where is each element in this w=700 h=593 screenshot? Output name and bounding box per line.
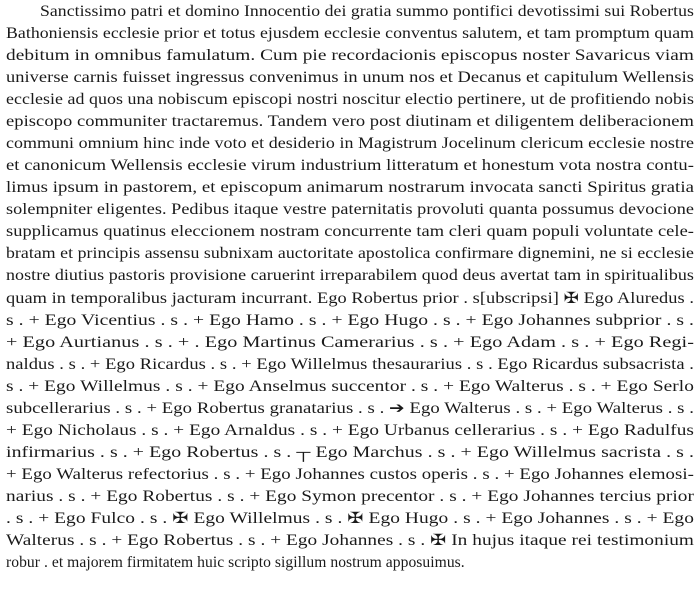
text-line: supplicamus quatinus eleccionem nostram concurrente tam cleri quam populi voluntate cele- [6,223,694,240]
text-line: debitum in omnibus famulatum. Cum pie recordacionis episcopus noster Savaricus viam [6,47,694,64]
text-line: + Ego Nicholaus . s . + Ego Arnaldus . s . + Ego Urbanus cellerarius . s . + Ego Radulfus [6,422,694,439]
text-line: bratam et principis assensu subnixam auctoritate apostolica confirmare dignemini, ne si ecclesie [6,245,694,262]
text-line: quam in temporalibus jacturam incurrant. Ego Robertus prior . s[ubscripsi] ✠ Ego Aluredus . [6,290,694,307]
text-line: infirmarius . s . + Ego Robertus . s . ┬ Ego Marchus . s . + Ego Willelmus sacrista . s . [6,444,694,461]
text-line: Walterus . s . + Ego Robertus . s . + Ego Johannes . s . ✠ In hujus itaque rei testimonium [6,532,694,549]
text-line: narius . s . + Ego Robertus . s . + Ego Symon precentor . s . + Ego Johannes tercius prior [6,488,694,505]
text-line: universe carnis fuisset ingressus convenimus in unum nos et Decanus et capitulum Wellensis [6,69,694,86]
text-line: naldus . s . + Ego Ricardus . s . + Ego Willelmus thesaurarius . s . Ego Ricardus subsacrista . [6,356,694,373]
text-line: Sanctissimo patri et domino Innocentio dei gratia summo pontifici devotissimi sui Robertus [40,3,694,20]
text-line: subcellerarius . s . + Ego Robertus granatarius . s . ➔ Ego Walterus . s . + Ego Walterus . s . [6,400,694,417]
text-line: + Ego Aurtianus . s . + . Ego Martinus Camerarius . s . + Ego Adam . s . + Ego Regi- [6,334,694,351]
text-line: s . + Ego Vicentius . s . + Ego Hamo . s . + Ego Hugo . s . + Ego Johannes subprior . s . [6,312,694,329]
text-line-last: robur . et majorem firmitatem huic scripto sigillum nostrum apposuimus. [6,554,465,571]
text-line: ecclesie ad quos una nobiscum episcopi nostri noscitur electio pertinere, ut de profitiendo nobis [6,91,694,108]
text-line: episcopo communiter tractaremus. Tandem vero post diutinam et diligentem deliberacionem [6,113,694,130]
text-line: limus ipsum in pastorem, et episcopum animarum nostrarum invocata sancti Spiritus gratia [6,179,694,196]
text-line: + Ego Walterus refectorius . s . + Ego Johannes custos operis . s . + Ego Johannes elemosi- [6,466,694,483]
text-line: solempniter eligentes. Pedibus itaque vestre paternitatis provoluti quanta possumus devocione [6,201,694,218]
text-line: nostre diutius pastoris provisione caruerint irreparabilem quod deus avertat tam in spiritualibus [6,267,694,284]
text-line: Bathoniensis ecclesie prior et totus ejusdem ecclesie conventus salutem, et tam promptum quam [6,25,694,42]
text-line: communi omnium hinc inde voto et desiderio in Magistrum Jocelinum clericum ecclesie nostre [6,135,694,152]
text-line: s . + Ego Willelmus . s . + Ego Anselmus succentor . s . + Ego Walterus . s . + Ego Serlo [6,378,694,395]
text-line: . s . + Ego Fulco . s . ✠ Ego Willelmus . s . ✠ Ego Hugo . s . + Ego Johannes . s . + Ego [6,510,694,527]
text-line: et canonicum Wellensis ecclesie virum industrium litteratum et honestum vota nostra contu- [6,157,694,174]
